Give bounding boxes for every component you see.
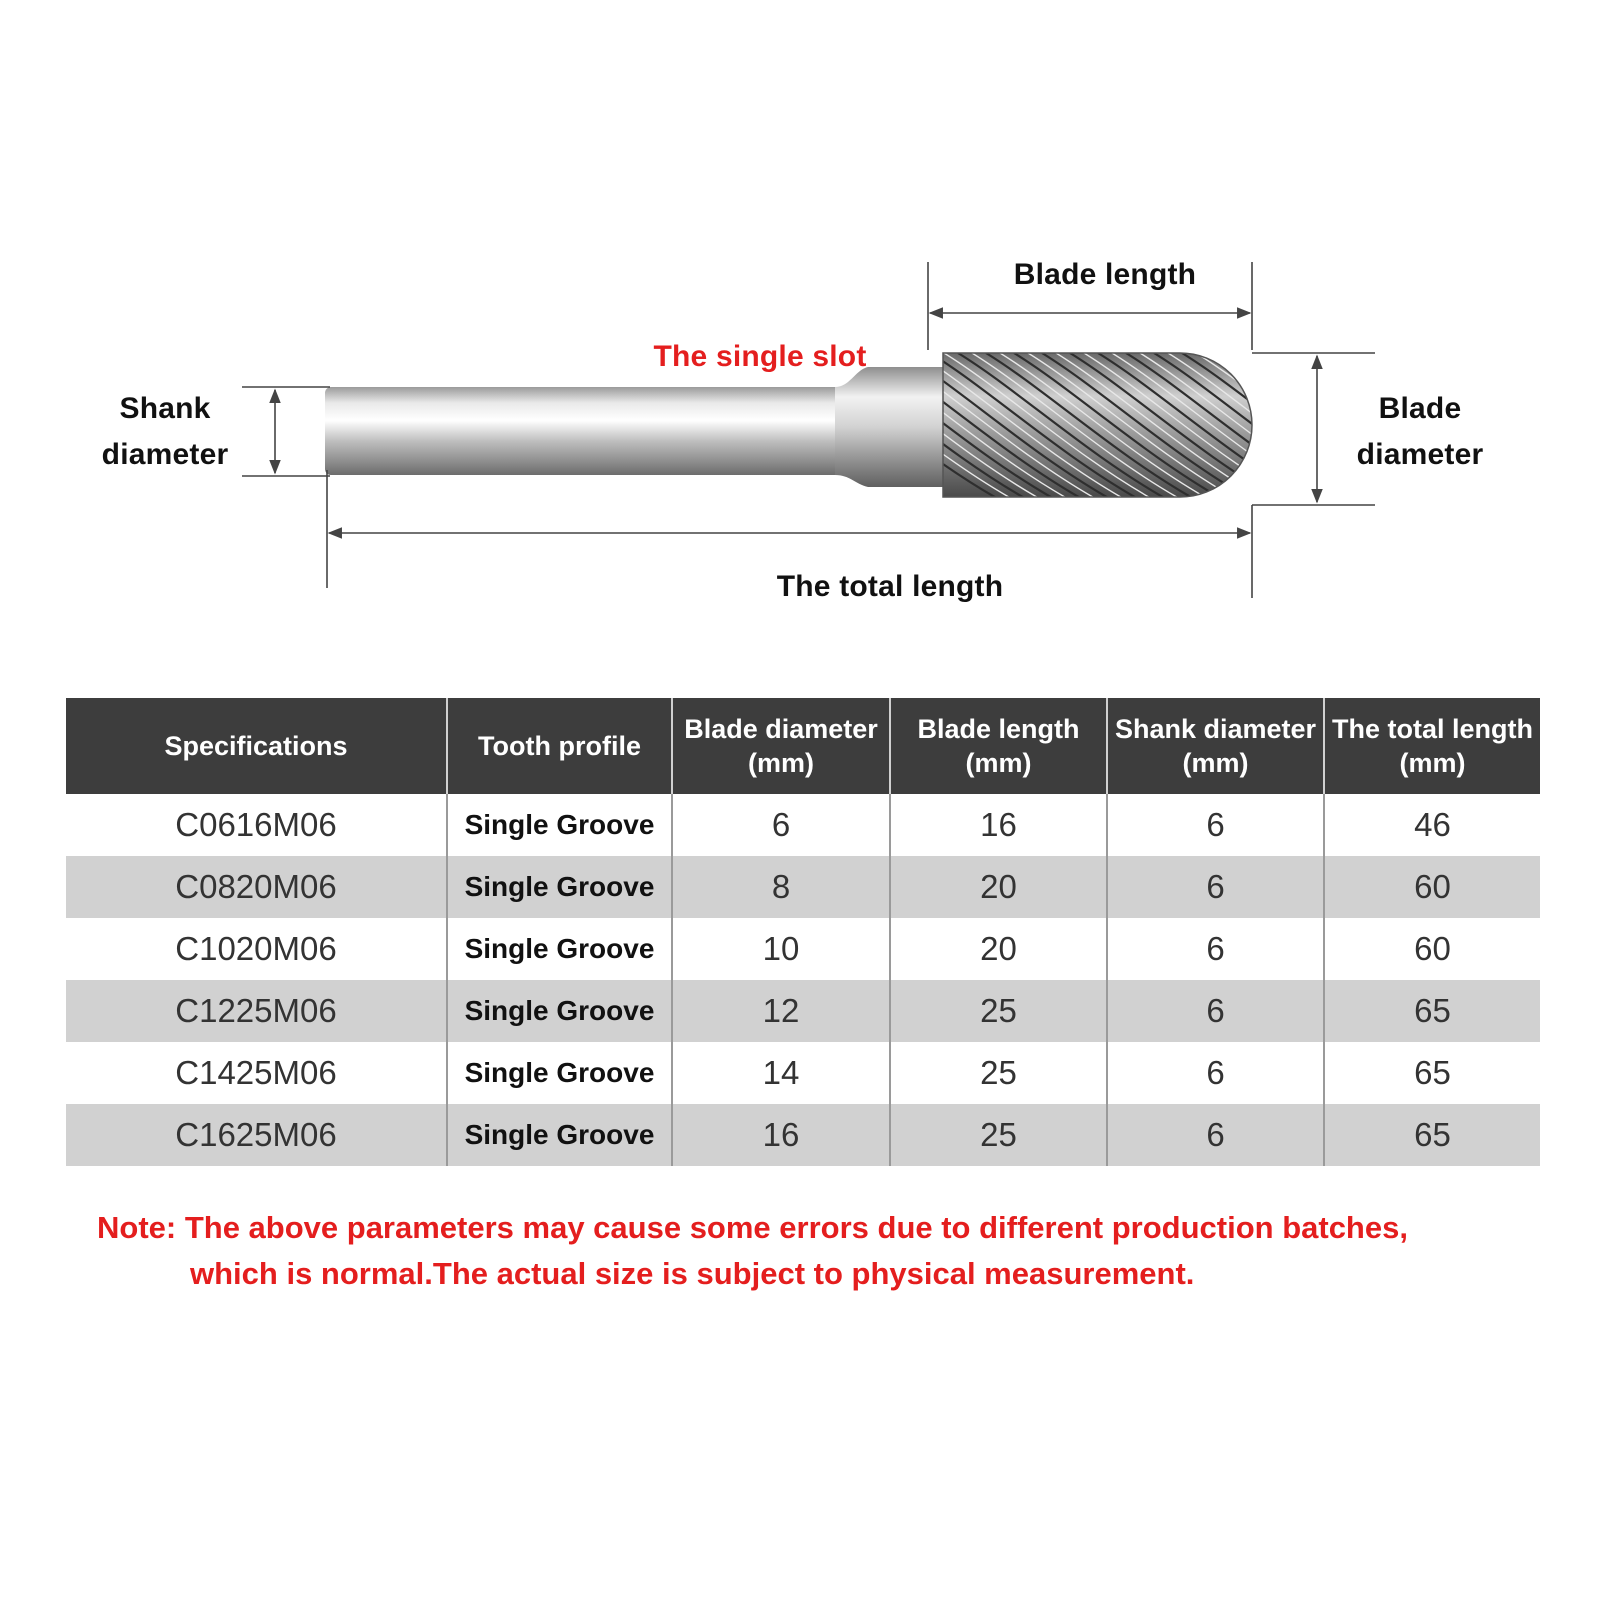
blade-diameter-label-line2: diameter [1356, 438, 1484, 471]
cell-shank-diameter: 6 [1107, 918, 1324, 980]
cell-tooth-profile: Single Groove [447, 794, 672, 856]
header-blade-length: Blade length (mm) [890, 698, 1107, 794]
cell-shank-diameter: 6 [1107, 1042, 1324, 1104]
table-row [66, 794, 1540, 856]
shank-diameter-label-line1: Shank [119, 392, 211, 425]
cell-blade-diameter: 14 [672, 1042, 890, 1104]
table-row [66, 1042, 1540, 1104]
cell-blade-length: 16 [890, 794, 1107, 856]
cell-blade-length: 25 [890, 1104, 1107, 1166]
total-length-label: The total length [776, 570, 1004, 603]
shank-diameter-label-line2: diameter [101, 438, 229, 471]
cell-spec: C1225M06 [66, 980, 447, 1042]
cell-spec: C1625M06 [66, 1104, 447, 1166]
header-tooth-profile: Tooth profile [447, 698, 672, 794]
cell-tooth-profile: Single Groove [447, 980, 672, 1042]
specifications-table [66, 698, 1540, 1166]
note-line-1: Note: The above parameters may cause some errors due to different production batches, [97, 1210, 1408, 1245]
cell-blade-length: 25 [890, 980, 1107, 1042]
cell-shank-diameter: 6 [1107, 980, 1324, 1042]
header-blade-diameter: Blade diameter (mm) [672, 698, 890, 794]
shank-body [325, 387, 845, 475]
table-header-row [66, 698, 1540, 794]
cell-blade-length: 20 [890, 856, 1107, 918]
cell-shank-diameter: 6 [1107, 794, 1324, 856]
header-total-length: The total length (mm) [1324, 698, 1540, 794]
cell-total-length: 65 [1324, 1042, 1540, 1104]
cell-spec: C1425M06 [66, 1042, 447, 1104]
cell-blade-diameter: 12 [672, 980, 890, 1042]
cell-total-length: 65 [1324, 980, 1540, 1042]
flute-line [1224, 353, 1434, 500]
header-specifications: Specifications [66, 698, 447, 794]
burr-illustration [0, 0, 1600, 640]
cell-shank-diameter: 6 [1107, 856, 1324, 918]
cell-tooth-profile: Single Groove [447, 918, 672, 980]
cell-total-length: 46 [1324, 794, 1540, 856]
cell-blade-diameter: 8 [672, 856, 890, 918]
note-line-2: which is normal.The actual size is subject to physical measurement. [190, 1256, 1195, 1291]
cell-total-length: 60 [1324, 856, 1540, 918]
cell-tooth-profile: Single Groove [447, 856, 672, 918]
cell-shank-diameter: 6 [1107, 1104, 1324, 1166]
blade-diameter-label-line1: Blade [1378, 392, 1462, 425]
cell-spec: C0616M06 [66, 794, 447, 856]
cell-total-length: 60 [1324, 918, 1540, 980]
cell-spec: C0820M06 [66, 856, 447, 918]
cell-blade-length: 25 [890, 1042, 1107, 1104]
neck [835, 367, 943, 487]
cell-spec: C1020M06 [66, 918, 447, 980]
cell-tooth-profile: Single Groove [447, 1042, 672, 1104]
measurement-note [97, 1205, 1517, 1297]
table-row [66, 918, 1540, 980]
cell-blade-length: 20 [890, 918, 1107, 980]
blade-length-label: Blade length [1013, 258, 1197, 291]
table-row [66, 1104, 1540, 1166]
table-row [66, 980, 1540, 1042]
header-shank-diameter: Shank diameter (mm) [1107, 698, 1324, 794]
cell-blade-diameter: 10 [672, 918, 890, 980]
cell-tooth-profile: Single Groove [447, 1104, 672, 1166]
cell-blade-diameter: 6 [672, 794, 890, 856]
cell-total-length: 65 [1324, 1104, 1540, 1166]
single-slot-label: The single slot [653, 340, 867, 373]
cell-blade-diameter: 16 [672, 1104, 890, 1166]
table-row [66, 856, 1540, 918]
